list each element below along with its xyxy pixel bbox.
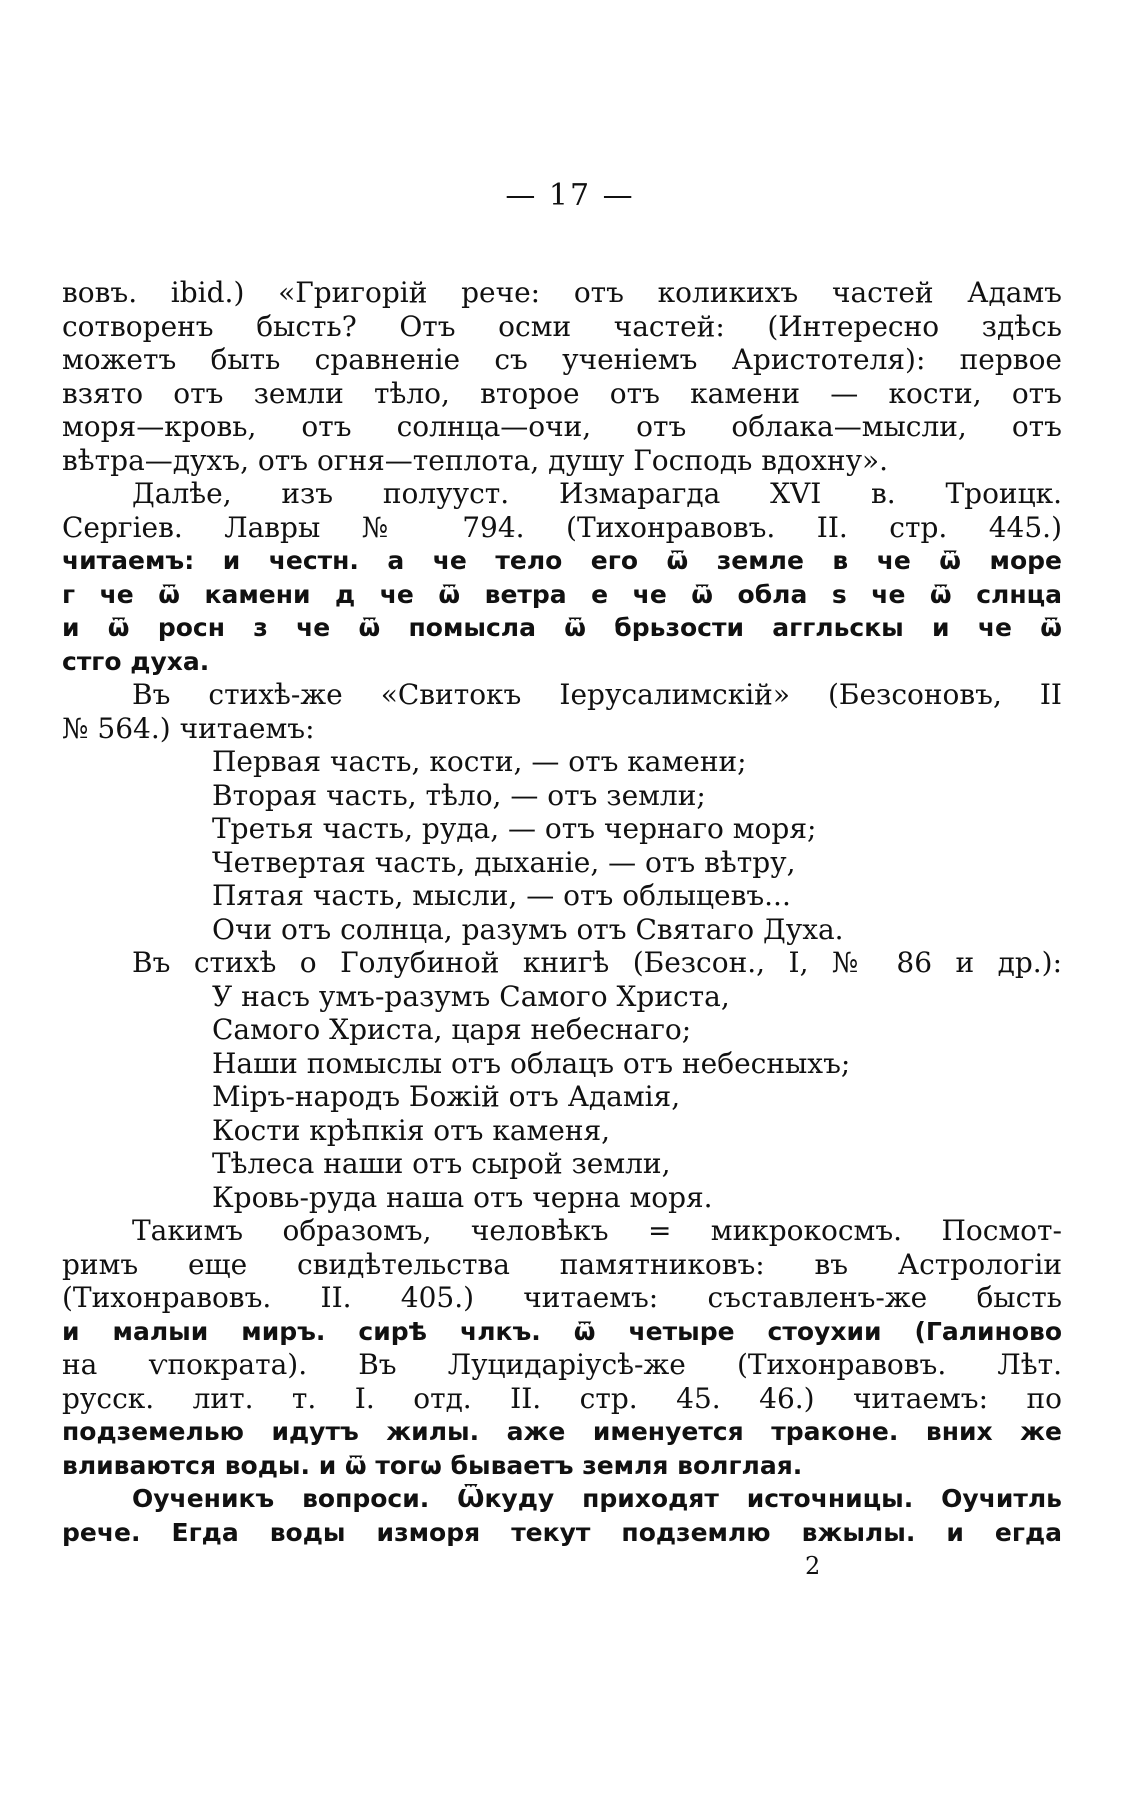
text-line: стго духа.	[62, 646, 210, 676]
text-line: Первая часть, кости, — отъ камени;	[212, 745, 747, 778]
text-line: Четвертая часть, дыханіе, — отъ вѣтру,	[212, 845, 796, 879]
page-number: — 17 —	[505, 178, 635, 213]
text-line: г че ѿ камени д че ѿ ветра е че ѿ обла ѕ че ѿ слнца	[62, 579, 1062, 609]
text-line: Тѣлеса наши отъ сырой земли,	[212, 1147, 671, 1180]
text-line: вовъ. ibid.) «Григорій рече: отъ коликихъ частей Адамъ	[62, 276, 1062, 309]
text-line: вѣтра—духъ, отъ огня—теплота, душу Господь вдохну».	[62, 443, 889, 477]
text-line: Сергiев. Лавры № 794. (Тихонравовъ. II. стр. 445.)	[62, 510, 1062, 544]
text-line: Кости крѣпкія отъ каменя,	[212, 1113, 611, 1147]
text-line: Такимъ образомъ, человѣкъ = микрокосмъ. Посмот-	[132, 1214, 1062, 1247]
body-text	[62, 276, 1062, 1549]
text-line: Далѣе, изъ полууст. Измарагда XVI в. Троицк.	[132, 477, 1062, 510]
text-line: Въ стихѣ о Голубиной книгѣ (Безсон., I, № 86 и др.):	[132, 946, 1062, 979]
text-line: Кровь-руда наша отъ черна моря.	[212, 1180, 713, 1214]
text-line: русск. лит. т. I. отд. II. стр. 45. 46.) читаемъ: по	[62, 1381, 1062, 1415]
text-line: можетъ быть сравненіе съ ученіемъ Аристотеля): первое	[62, 343, 1062, 376]
text-line: и малыи миръ. сирѣ члкъ. ѿ четыре стоухии (Галиново	[62, 1316, 1062, 1346]
text-line: вливаются воды. и ѿ тогѡ бываетъ земля волглая.	[62, 1450, 803, 1480]
text-line: рече. Егда воды изморя текут подземлю вжылы. и егда	[62, 1517, 1062, 1547]
text-line: (Тихонравовъ. II. 405.) читаемъ: съставленъ-же бысть	[62, 1281, 1062, 1314]
text-line: взято отъ земли тѣло, второе отъ камени — кости, отъ	[62, 376, 1062, 410]
text-line: римъ еще свидѣтельства памятниковъ: въ Астрологіи	[62, 1247, 1062, 1281]
text-line: Въ стихѣ-же «Свитокъ Iерусалимскій» (Безсоновъ, II	[132, 678, 1062, 711]
text-line: Міръ-народъ Божій отъ Адамія,	[212, 1080, 681, 1113]
text-line: У насъ умъ-разумъ Самого Христа,	[212, 979, 730, 1013]
signature-mark: 2	[805, 1552, 821, 1580]
text-line: моря—кровь, отъ солнца—очи, отъ облака—мысли, отъ	[62, 410, 1062, 443]
text-line: и ѿ росн з че ѿ помысла ѿ брьзости аггльскы и че ѿ	[62, 613, 1062, 642]
text-line: подземелью идутъ жилы. аже именуется траконе. вних же	[62, 1417, 1062, 1446]
text-line: читаемъ: и честн. а че тело его ѿ земле в че ѿ море	[62, 546, 1062, 575]
text-line: Вторая часть, тѣло, — отъ земли;	[212, 778, 706, 812]
text-line: на ѵпократа). Въ Луцидаріусѣ-же (Тихонравовъ. Лѣт.	[62, 1348, 1062, 1381]
text-line: Пятая часть, мысли, — отъ облыцевъ...	[212, 879, 791, 912]
text-line: Третья часть, руда, — отъ чернаго моря;	[212, 812, 817, 845]
text-line: сотворенъ бысть? Отъ осми частей: (Интересно здѣсь	[62, 309, 1062, 343]
text-line: № 564.) читаемъ:	[62, 711, 315, 745]
text-line: Очи отъ солнца, разумъ отъ Святаго Духа.	[212, 912, 844, 946]
text-line: Наши помыслы отъ облацъ отъ небесныхъ;	[212, 1046, 851, 1080]
text-line: Оученикъ вопроси. Ѿкуду приходят источницы. Оучитль	[132, 1484, 1062, 1513]
text-line: Самого Христа, царя небеснаго;	[212, 1013, 692, 1046]
